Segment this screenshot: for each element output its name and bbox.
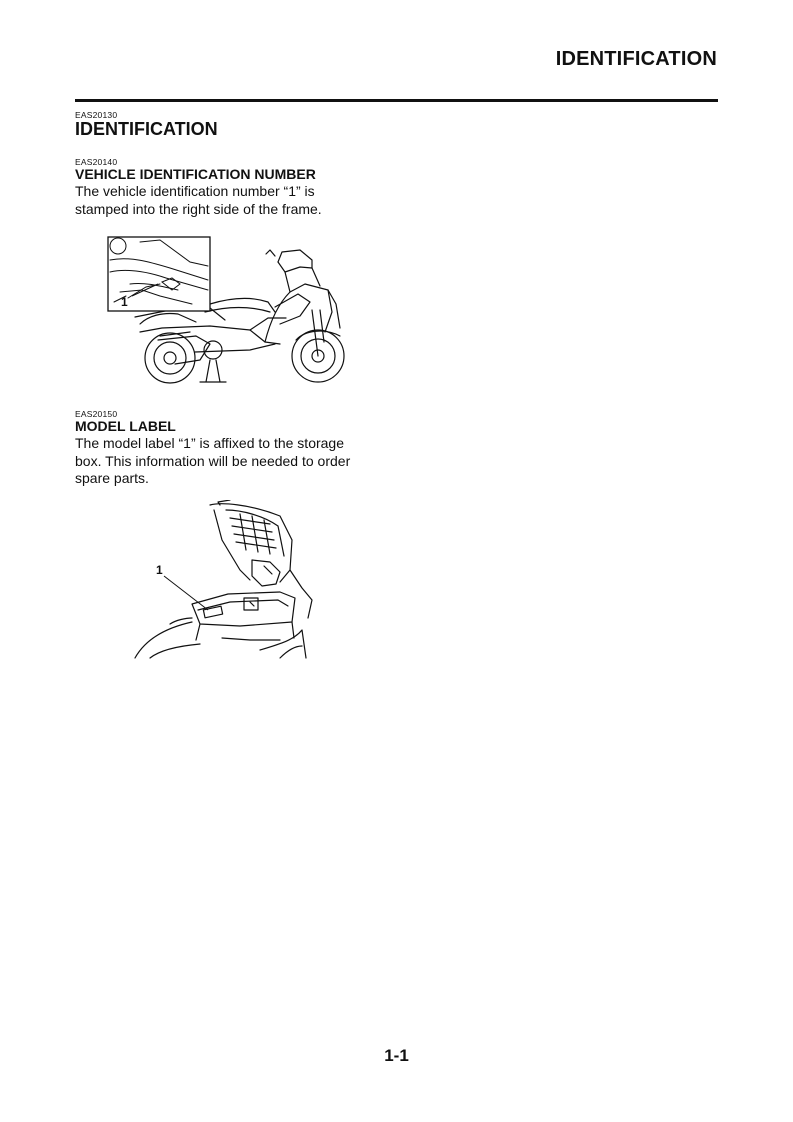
model-label-title: MODEL LABEL bbox=[75, 418, 176, 434]
model-label-code: EAS20150 bbox=[75, 409, 118, 419]
vin-text bbox=[75, 183, 375, 218]
model-label-text-line3: spare parts. bbox=[75, 470, 149, 486]
page-header-title: IDENTIFICATION bbox=[555, 48, 717, 70]
header-rule bbox=[75, 99, 718, 102]
storage-box-illustration bbox=[130, 500, 315, 662]
section-code: EAS20130 bbox=[75, 110, 118, 120]
model-label-text-line2: box. This information will be needed to order bbox=[75, 452, 351, 469]
vin-callout-label: 1 bbox=[121, 295, 128, 309]
model-label-callout: 1 bbox=[156, 563, 163, 577]
section-title: IDENTIFICATION bbox=[75, 119, 218, 139]
vin-text-line2: stamped into the right side of the frame. bbox=[75, 200, 322, 217]
vin-text-line1: The vehicle identification number “1” is bbox=[75, 183, 315, 199]
vin-title: VEHICLE IDENTIFICATION NUMBER bbox=[75, 166, 316, 182]
scooter-illustration bbox=[100, 232, 350, 394]
page-number: 1-1 bbox=[384, 1046, 409, 1065]
vin-code: EAS20140 bbox=[75, 157, 118, 167]
model-label-text bbox=[75, 435, 375, 488]
model-label-text-line1: The model label “1” is affixed to the storage bbox=[75, 435, 345, 451]
